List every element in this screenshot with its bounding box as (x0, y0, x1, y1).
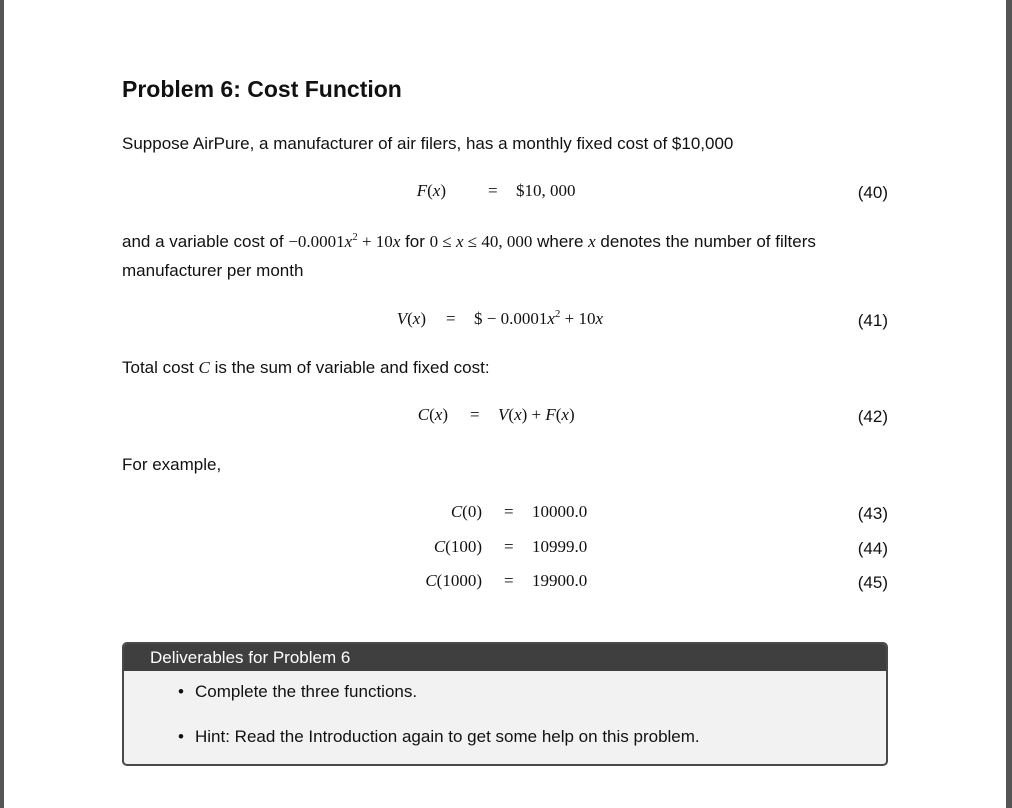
bullet-icon: • (178, 727, 184, 746)
eq40-relation: = (488, 181, 498, 200)
eq41-relation: = (446, 309, 456, 328)
viewer-right-border (1006, 0, 1012, 808)
eq44-lhs: C(100) (433, 537, 482, 556)
eq45-number: (45) (857, 573, 888, 592)
eq43-rhs: 10000.0 (532, 502, 588, 521)
eq41-lhs: V(x) (396, 309, 426, 328)
variable-cost-paragraph-line2: manufacturer per month (122, 261, 304, 280)
deliverables-heading: Deliverables for Problem 6 (124, 644, 886, 671)
variable-cost-paragraph: and a variable cost of $-0.0001x^2 + 10x$ for 0 ≤ x ≤ 40, 000 where x denotes the number of filters (122, 231, 816, 251)
list-item: • Hint: Read the Introduction again to get some help on this problem. (178, 727, 700, 746)
eq42-relation: = (470, 405, 480, 424)
deliverables-box (122, 642, 888, 766)
eq44-rhs: 10999.0 (532, 537, 588, 556)
eq41-number: (41) (857, 311, 888, 330)
eq44-relation: = (504, 537, 514, 556)
bullet-icon: • (178, 682, 184, 701)
eq44-number: (44) (857, 539, 888, 558)
eq41-rhs: $ − $0.0001x^2 + 10x$ (474, 308, 604, 328)
eq42-number: (42) (857, 407, 888, 426)
eq42-rhs: V(x) + F(x) (498, 405, 575, 424)
eq40-lhs: F(x) (416, 181, 446, 200)
list-item: • Complete the three functions. (178, 682, 418, 701)
eq43-lhs: C(0) (450, 502, 482, 521)
eq43-number: (43) (857, 504, 888, 523)
intro-paragraph: Suppose AirPure, a manufacturer of air filers, has a monthly fixed cost of $10,000 (122, 134, 734, 153)
eq42-lhs: C(x) (417, 405, 448, 424)
example-intro: For example, (122, 455, 222, 474)
eq45-rhs: 19900.0 (532, 571, 588, 590)
document-page (4, 0, 1006, 808)
eq43-relation: = (504, 502, 514, 521)
eq40-number: (40) (857, 183, 888, 202)
total-cost-paragraph: Total cost C is the sum of variable and fixed cost: (122, 358, 490, 377)
eq40-rhs: $10, 000 (516, 181, 576, 200)
eq45-lhs: C(1000) (425, 571, 482, 590)
page-title: Problem 6: Cost Function (122, 76, 402, 102)
eq45-relation: = (504, 571, 514, 590)
